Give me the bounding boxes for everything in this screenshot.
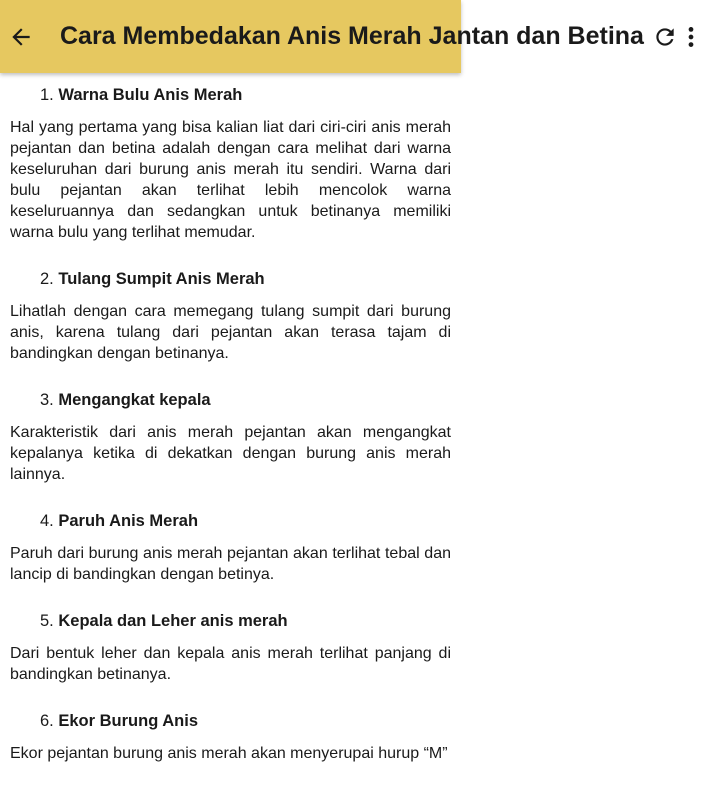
arrow-left-icon — [8, 24, 34, 50]
section-number: 6. — [40, 712, 54, 730]
section-2 — [10, 267, 451, 364]
section-title: Kepala dan Leher anis merah — [58, 612, 288, 630]
section-title: Warna Bulu Anis Merah — [58, 86, 243, 104]
overflow-menu-button[interactable] — [678, 9, 704, 65]
section-body: Paruh dari burung anis merah pejantan akan terlihat tebal dan lancip di bandingkan dengan betinya. — [10, 545, 451, 583]
section-number: 5. — [40, 612, 54, 630]
refresh-icon — [652, 24, 678, 50]
article-content — [0, 73, 461, 764]
section-heading — [40, 83, 451, 107]
section-heading — [40, 709, 451, 733]
section-heading — [40, 267, 451, 291]
section-body: Hal yang pertama yang bisa kalian liat dari ciri-ciri anis merah pejantan dan betina adalah dengan cara melihat dari warna keseluruhan dari burung anis merah itu sendiri. Warna dari bulu pejantan akan terlihat lebih mencolok warna keseluruannya dan sedangkan untuk betinanya memiliki warna bulu yang terlihat memudar. — [10, 119, 451, 241]
page-title: Cara Membedakan Anis Merah Jantan dan Betina — [60, 22, 644, 50]
section-heading — [40, 609, 451, 633]
section-3 — [10, 388, 451, 485]
section-title: Paruh Anis Merah — [58, 512, 199, 530]
section-body: Karakteristik dari anis merah pejantan akan mengangkat kepalanya ketika di dekatkan dengan burung anis merah lainnya. — [10, 424, 451, 483]
app-toolbar — [0, 0, 644, 73]
section-heading — [40, 509, 451, 533]
section-number: 4. — [40, 512, 54, 530]
section-title: Ekor Burung Anis — [58, 712, 199, 730]
section-number: 1. — [40, 86, 54, 104]
back-button[interactable] — [8, 9, 34, 65]
refresh-button[interactable] — [652, 9, 678, 65]
section-4 — [10, 509, 451, 585]
section-number: 2. — [40, 270, 54, 288]
section-body: Ekor pejantan burung anis merah akan menyerupai hurup “M” — [10, 745, 448, 762]
section-body: Lihatlah dengan cara memegang tulang sumpit dari burung anis, karena tulang dari pejantan akan terasa tajam di bandingkan dengan betinanya. — [10, 303, 451, 362]
section-5 — [10, 609, 451, 685]
section-6 — [10, 709, 451, 764]
section-1 — [10, 83, 451, 243]
section-heading — [40, 388, 451, 412]
section-number: 3. — [40, 391, 54, 409]
more-vert-icon — [678, 24, 704, 50]
section-title: Tulang Sumpit Anis Merah — [58, 270, 265, 288]
section-title: Mengangkat kepala — [58, 391, 211, 409]
section-body: Dari bentuk leher dan kepala anis merah terlihat panjang di bandingkan betinanya. — [10, 645, 451, 683]
